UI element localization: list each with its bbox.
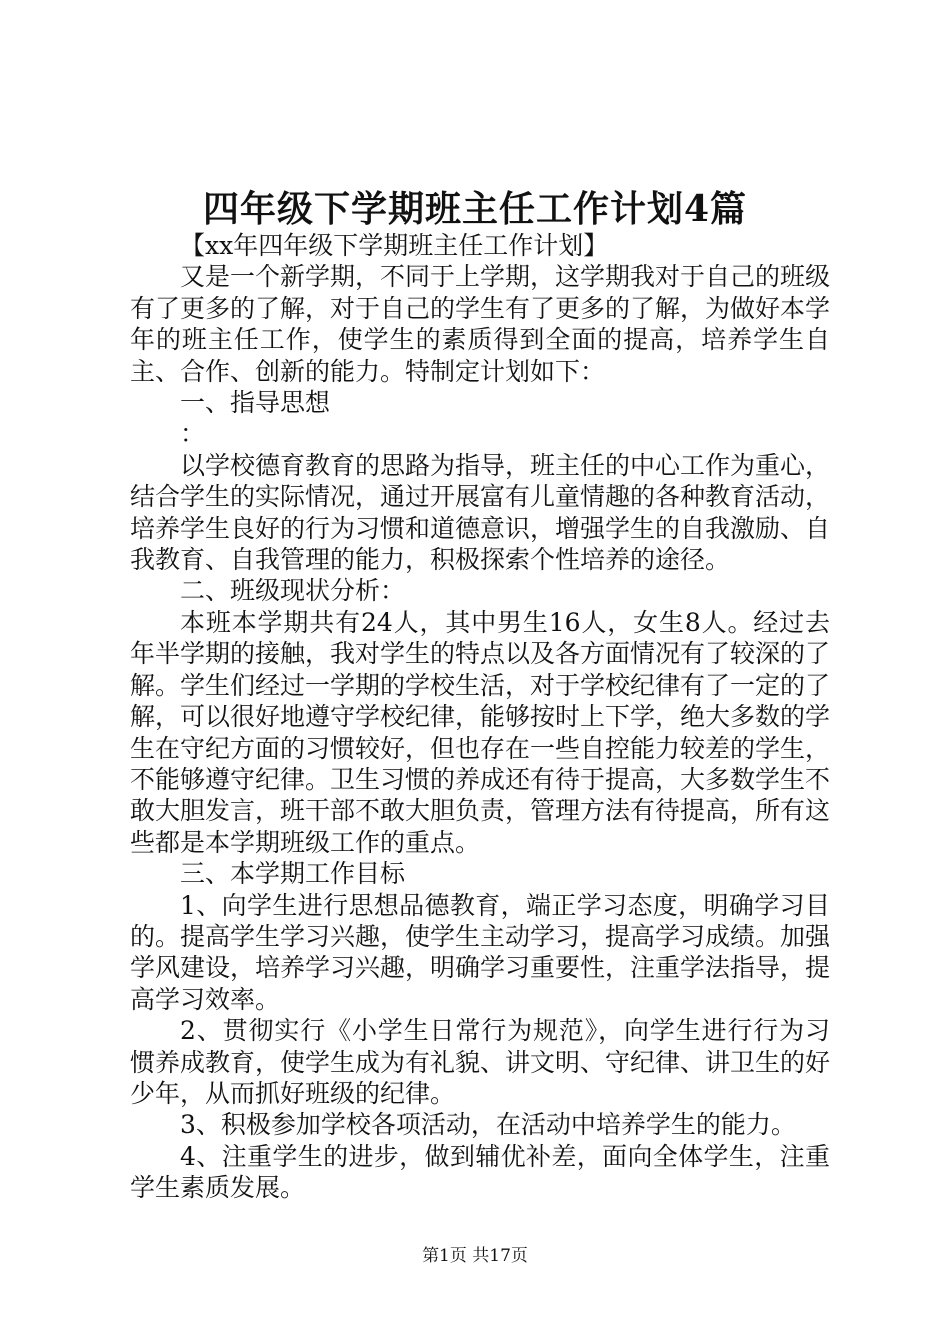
paragraph-goal-2: 2、贯彻实行《小学生日常行为规范》，向学生进行行为习惯养成教育，使学生成为有礼貌、讲文明、守纪律、讲卫生的好少年，从而抓好班级的纪律。 [130, 1016, 831, 1108]
document-title: 四年级下学期班主任工作计划4篇 [202, 188, 748, 230]
paragraph-goal-1: 1、向学生进行思想品德教育，端正学习态度，明确学习目的。提高学生学习兴趣，使学生主动学习，提高学习成绩。加强学风建设，培养学习兴趣，明确学习重要性，注重学法指导，提高学习效率。 [130, 890, 831, 1014]
paragraph-intro: 又是一个新学期，不同于上学期，这学期我对于自己的班级有了更多的了解，对于自己的学生有了更多的了解，为做好本学年的班主任工作，使学生的素质得到全面的提高，培养学生自主、合作、创新的能力。特制定计划如下： [130, 262, 831, 386]
paragraph-goal-3: 3、积极参加学校各项活动，在活动中培养学生的能力。 [180, 1110, 796, 1140]
section-heading-class-analysis: 二、班级现状分析： [180, 576, 406, 606]
paragraph-goal-4: 4、注重学生的进步，做到辅优补差，面向全体学生，注重学生素质发展。 [130, 1141, 830, 1203]
document-body [130, 230, 830, 1204]
paragraph-guiding-ideology: 以学校德育教育的思路为指导，班主任的中心工作为重心，结合学生的实际情况，通过开展富有儿童情趣的各种教育活动，培养学生良好的行为习惯和道德意识，增强学生的自我激励、自我教育、自我管理的能力，积极探索个性培养的途径。 [130, 450, 831, 575]
paragraph-subtitle: 【xx年四年级下学期班主任工作计划】 [180, 231, 609, 260]
section-heading-guiding-ideology: 一、指导思想 [180, 388, 331, 418]
section-heading-goals: 三、本学期工作目标 [180, 859, 406, 889]
page-number: 第1页 共17页 [422, 1246, 528, 1266]
paragraph-class-analysis: 本班本学期共有24人，其中男生16人，女生8人。经过去年半学期的接触，我对学生的特点以及各方面情况有了较深的了解。学生们经过一学期的学校生活，对于学校纪律有了一定的了解，可以很好地遵守学校纪律，能够按时上下学，绝大多数的学生在守纪方面的习惯较好，但也存在一些自控能力较差的学生，不能够遵守纪律。卫生习惯的养成还有待于提高，大多数学生不敢大胆发言，班干部不敢大胆负责，管理方法有待提高，所有这些都是本学期班级工作的重点。 [130, 607, 831, 857]
paragraph-colon: ： [180, 419, 206, 449]
